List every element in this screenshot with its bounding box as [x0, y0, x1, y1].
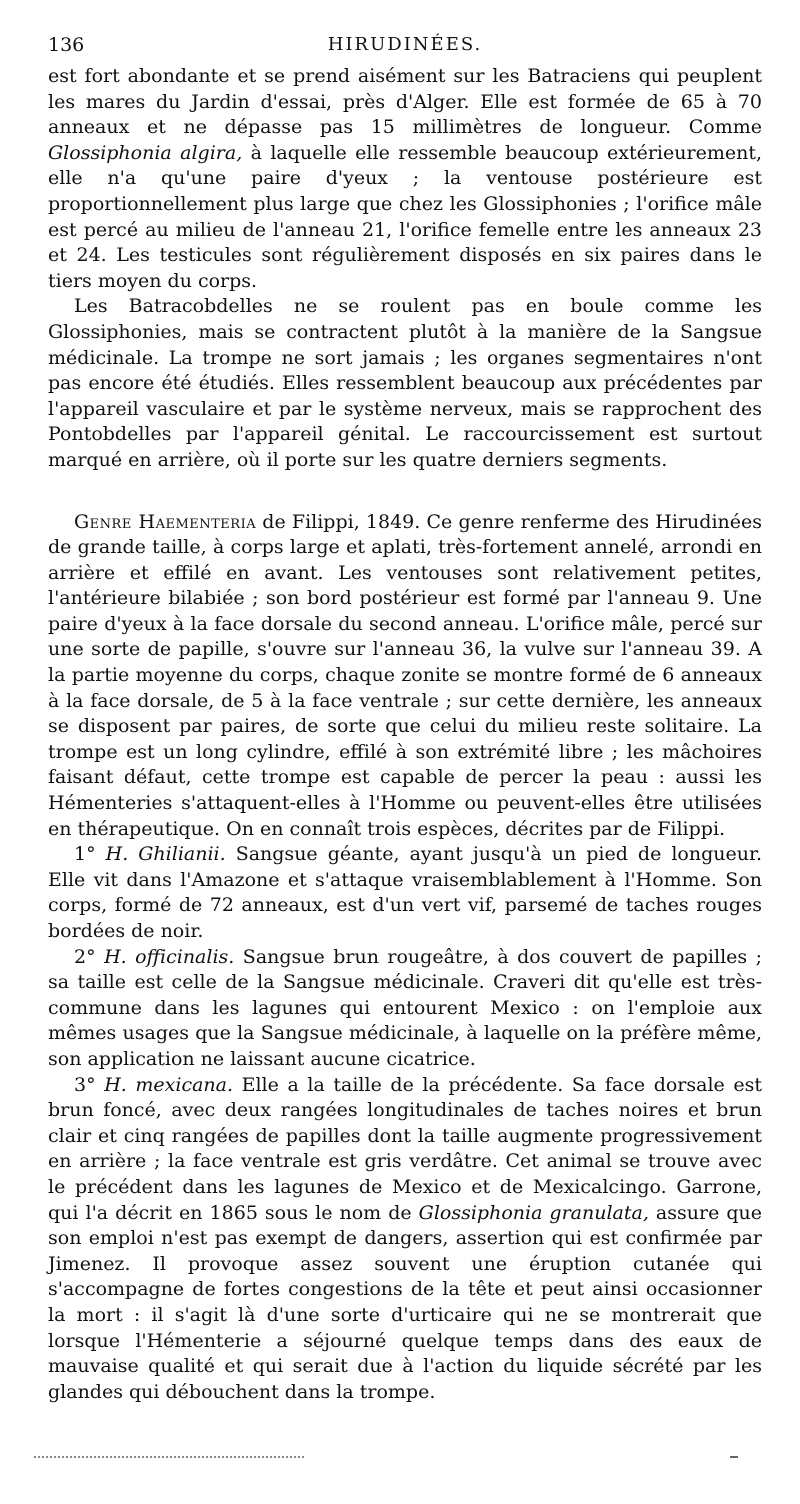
page-body	[48, 64, 762, 1405]
text: Elle a la taille de la précédente. Sa face dorsale est brun foncé, avec deux rangées longitudinales de taches noires et brun clair et cinq rangées de papilles dont la taille augmente progressivement en arrière ; la face ventrale est gris verdâtre. Cet animal se trouve avec le précédent dans les lagunes de Mexico et de Mexicalcingo. Garrone, qui l'a décrit en 1865 sous le nom de	[48, 1073, 762, 1224]
species-name: H. Ghilianii.	[105, 843, 226, 866]
paragraph-species-2	[48, 945, 762, 1073]
paragraph-genre-haementeria	[48, 510, 762, 843]
species-name: H. officinalis.	[104, 945, 235, 968]
species-number: 3°	[74, 1073, 96, 1096]
species-number: 1°	[74, 843, 96, 866]
species-name: Glossiphonia algira,	[48, 141, 243, 164]
text: Sangsue brun rougeâtre, à dos couvert de papilles ; sa taille est celle de la Sangsue médicinale. Craveri dit qu'elle est très-commune dans les lagunes qui entourent Mexico : on l'emploie aux mêmes usages que la Sangsue médicinale, à laquelle on la préfère même, son application ne laissant aucune cicatrice.	[48, 945, 763, 1070]
text: assure que son emploi n'est pas exempt de dangers, assertion qui est confirmée par Jimenez. Il provoque assez souvent une éruption cutanée qui s'accompagne de fortes congestions de la tête et peut ainsi occasionner la mort : il s'agit là d'une sorte d'urticaire qui ne se montrerait que lorsque l'Hémenterie a séjourné quelque temps dans des eaux de mauvaise qualité et qui serait due à l'action du liquide sécrété par les glandes qui débouchent dans la trompe.	[48, 1201, 762, 1403]
genus-heading: Genre Haementeria	[74, 510, 257, 533]
paragraph-species-3	[48, 1073, 762, 1406]
species-name: H. mexicana.	[104, 1073, 234, 1096]
text: Sangsue géante, ayant jusqu'à un pied de longueur. Elle vit dans l'Amazone et s'attaque vraisemblablement à l'Homme. Son corps, formé de 72 anneaux, est d'un vert vif, parsemé de taches rouges bordées de noir.	[48, 843, 762, 942]
text: à laquelle elle ressemble beaucoup extérieurement, elle n'a qu'une paire d'yeux ; la ventouse postérieure est proportionnellement plus large que chez les Glossiphonies ; l'orifice mâle est percé au milieu de l'anneau 21, l'orifice femelle entre les anneaux 23 et 24. Les testicules sont régulièrement disposés en six paires dans le tiers moyen du corps.	[48, 141, 762, 292]
paragraph-batracobdelles: Les Batracobdelles ne se roulent pas en boule comme les Glossiphonies, mais se contractent plutôt à la manière de la Sangsue médicinale. La trompe ne sort jamais ; les organes segmentaires n'ont pas encore été étudiés. Elles ressemblent beaucoup aux précédentes par l'appareil vasculaire et par le système nerveux, mais se rapprochent des Pontobdelles par l'appareil génital. Le raccourcissement est surtout marqué en arrière, où il porte sur les quatre derniers segments.	[48, 295, 762, 471]
species-number: 2°	[74, 945, 96, 968]
footer-dotted-rule	[34, 1456, 304, 1458]
page-header	[48, 34, 762, 58]
footer-dash	[730, 1456, 738, 1458]
paragraph-species-1	[48, 842, 762, 944]
paragraph-continuation	[48, 64, 762, 294]
text: de Filippi, 1849. Ce genre renferme des Hirudinées de grande taille, à corps large et aplati, très-fortement annelé, arrondi en arrière et effilé en avant. Les ventouses sont relativement petites, l'antérieure bilabiée ; son bord postérieur est formé par l'anneau 9. Une paire d'yeux à la face dorsale du second anneau. L'orifice mâle, percé sur une sorte de papille, s'ouvre sur l'anneau 36, la vulve sur l'anneau 39. A la partie moyenne du corps, chaque zonite se montre formé de 6 anneaux à la face dorsale, de 5 à la face ventrale ; sur cette dernière, les anneaux se disposent par paires, de sorte que celui du milieu reste solitaire. La trompe est un long cylindre, effilé à son extrémité libre ; les mâchoires faisant défaut, cette trompe est capable de percer la peau : aussi les Hémenteries s'attaquent-elles à l'Homme ou peuvent-elles être utilisées en thérapeutique. On en connaît trois espèces, décrites par de Filippi.	[48, 510, 762, 840]
text: est fort abondante et se prend aisément sur les Batraciens qui peuplent les mares du Jardin d'essai, près d'Alger. Elle est formée de 65 à 70 anneaux et ne dépasse pas 15 millimètres de longueur. Comme	[48, 65, 762, 139]
page-number: 136	[48, 34, 85, 56]
section-gap	[48, 474, 762, 510]
species-name: Glossiphonia granulata,	[418, 1201, 649, 1224]
running-title: HIRUDINÉES.	[327, 34, 483, 55]
